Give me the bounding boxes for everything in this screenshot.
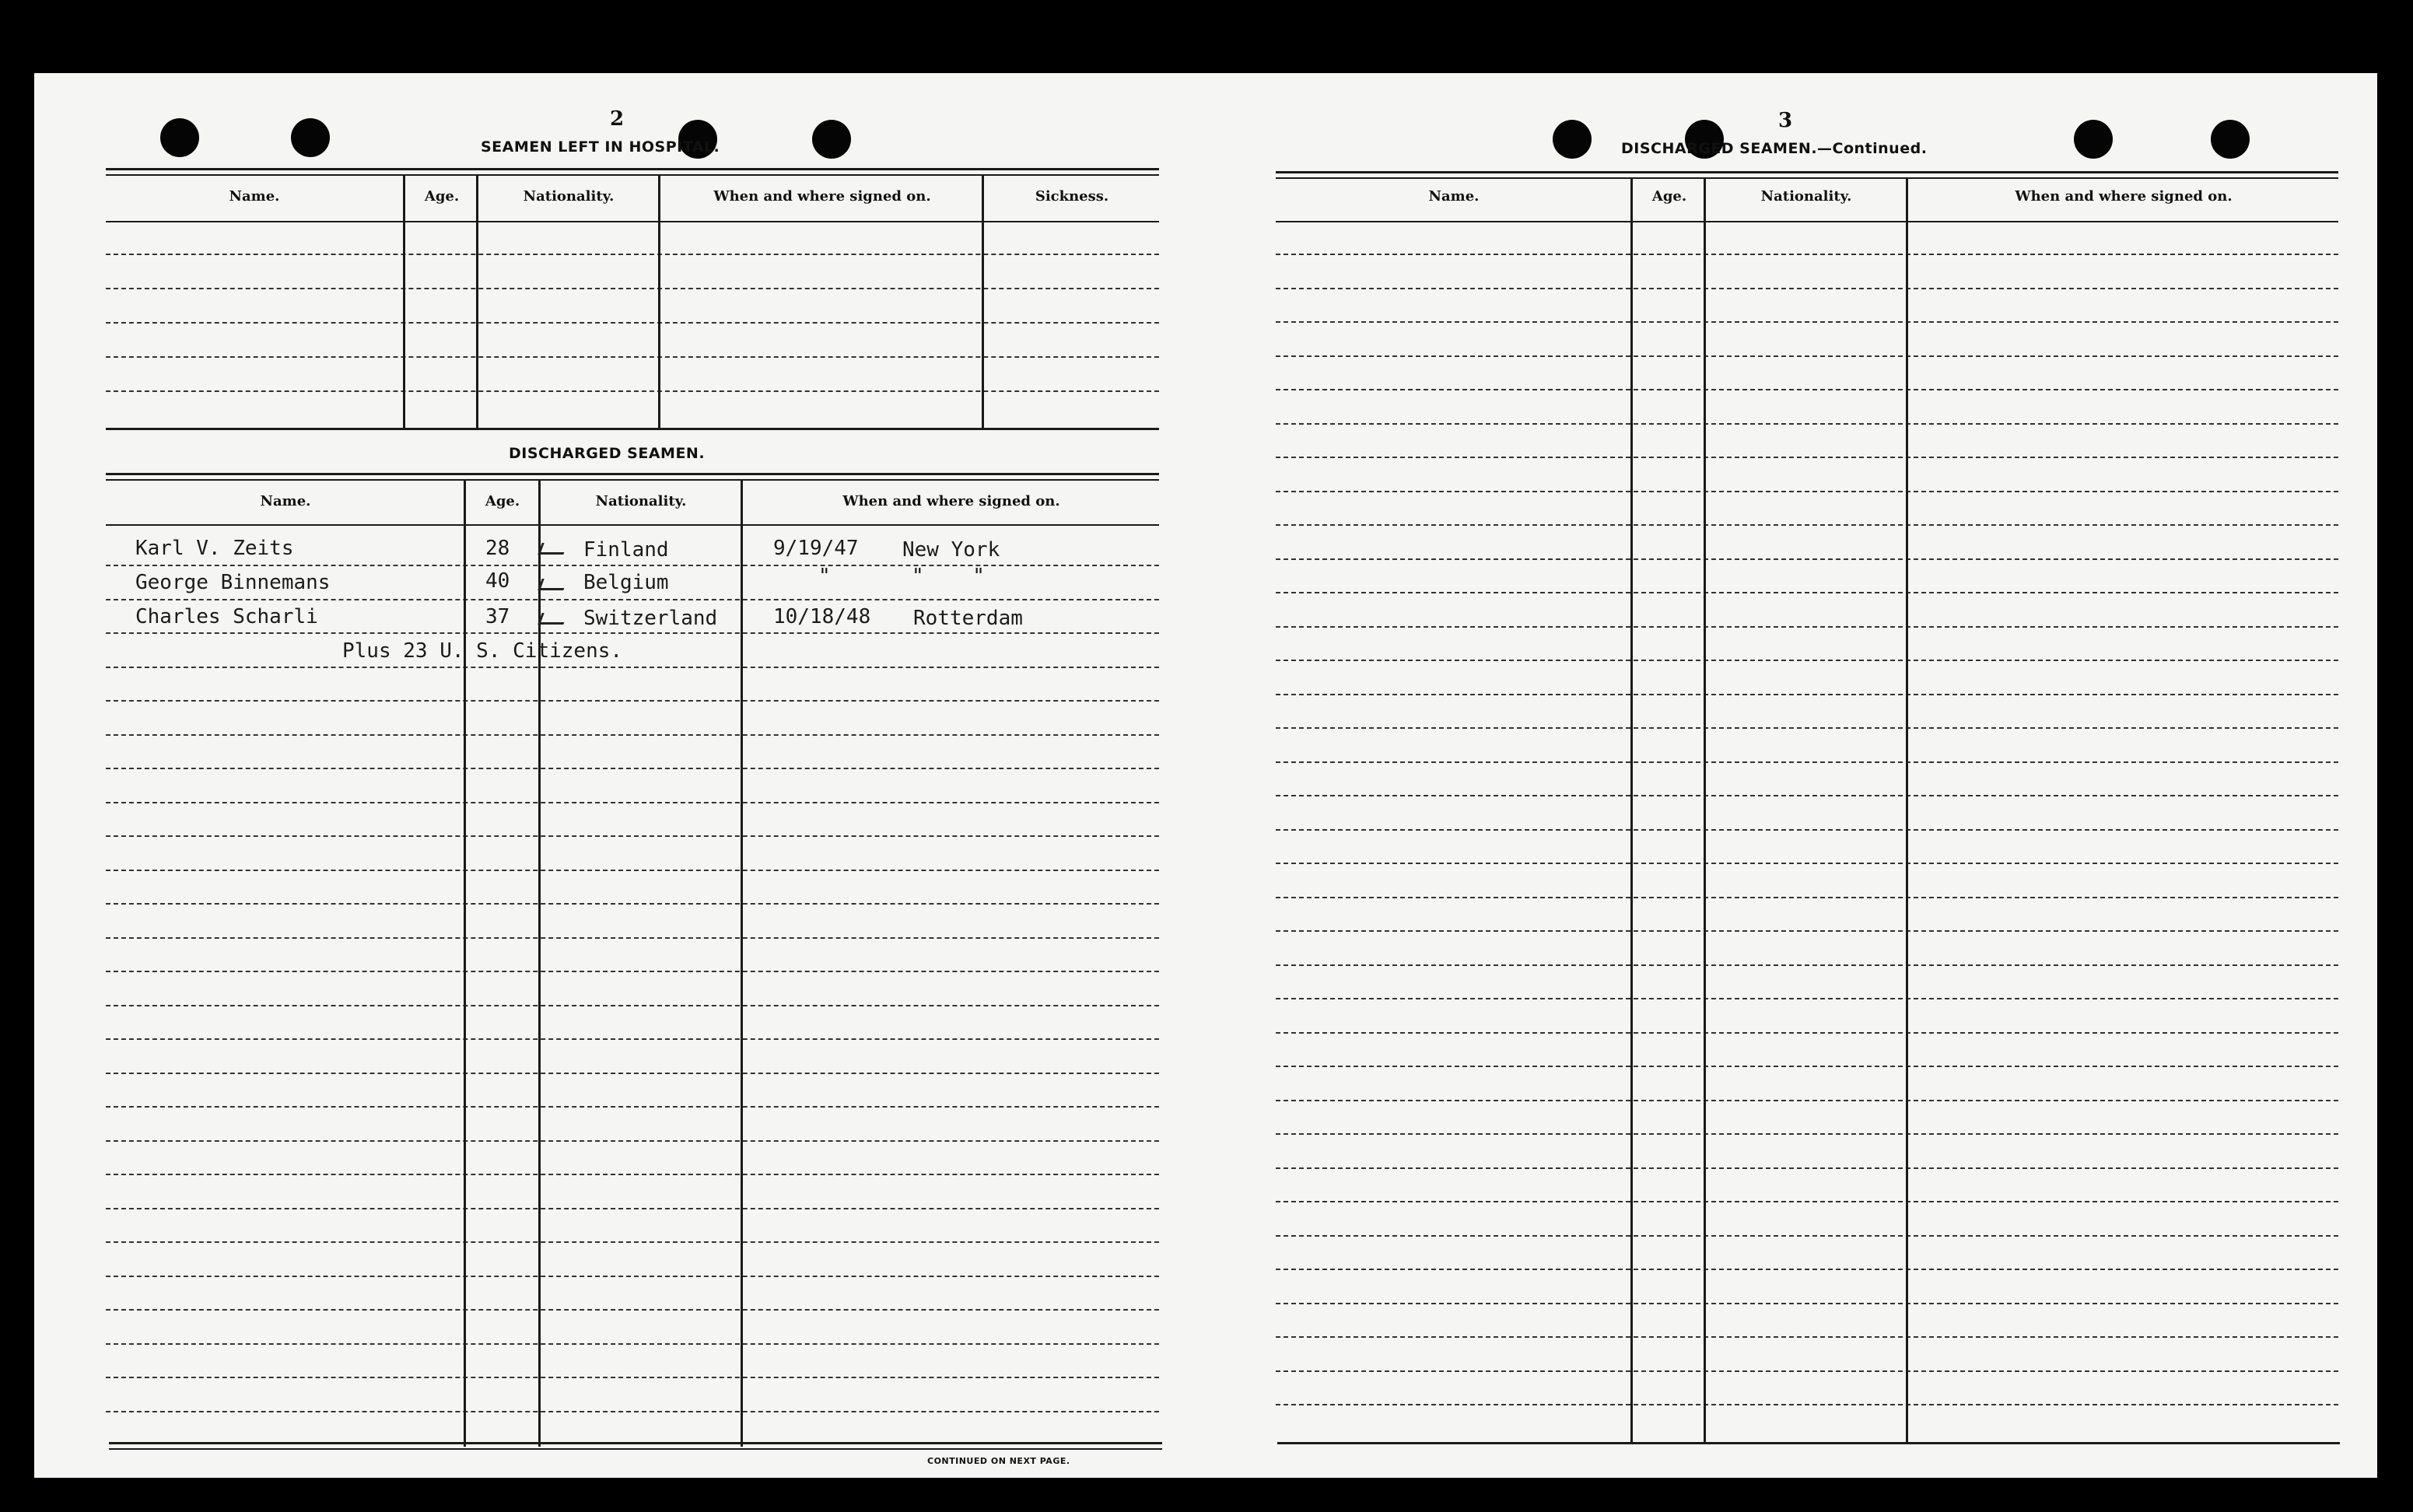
ruled-line	[1276, 491, 2338, 492]
rule	[1276, 177, 2338, 179]
ruled-line	[1276, 1167, 2338, 1169]
ruled-line	[106, 390, 1159, 392]
signed-on-place: New York	[902, 538, 1000, 562]
rule	[1276, 171, 2338, 173]
discharged-col-nationality: Nationality.	[595, 493, 687, 509]
signed-on-date: 9/19/47	[773, 537, 859, 560]
column-divider	[464, 481, 466, 1447]
ruled-line	[1276, 1370, 2338, 1372]
ruled-line	[106, 1343, 1159, 1345]
rule	[106, 479, 1159, 481]
right-col-name: Name.	[1428, 188, 1480, 205]
document-spread	[34, 73, 2377, 1478]
ruled-line	[106, 1276, 1159, 1277]
column-divider	[476, 176, 478, 429]
punch-hole	[1553, 120, 1592, 159]
right-page-number: 3	[1778, 109, 1793, 132]
column-divider	[741, 481, 743, 1447]
column-divider	[1704, 179, 1706, 1444]
ruled-line	[1276, 964, 2338, 966]
rule	[1277, 1442, 2340, 1444]
hospital-col-nationality: Nationality.	[523, 188, 615, 205]
seaman-name: Karl V. Zeits	[135, 537, 294, 560]
ruled-line	[1276, 626, 2338, 628]
ruled-line	[1276, 795, 2338, 796]
hospital-col-name: Name.	[229, 188, 280, 205]
punch-hole	[2074, 120, 2113, 159]
signed-on-place: Rotterdam	[913, 607, 1023, 630]
ruled-line	[106, 1309, 1159, 1311]
right-col-nationality: Nationality.	[1760, 188, 1852, 205]
ruled-line	[1276, 457, 2338, 458]
hospital-section-title: SEAMEN LEFT IN HOSPITAL.	[481, 138, 720, 156]
us-citizens-note: Plus 23 U. S. Citizens.	[342, 639, 623, 663]
ruled-line	[106, 1073, 1159, 1074]
seaman-age: 28	[485, 537, 510, 560]
signed-on-date: 10/18/48	[773, 605, 871, 628]
ruled-line	[1276, 1235, 2338, 1237]
ruled-line	[106, 1208, 1159, 1209]
ruled-line	[1276, 1336, 2338, 1338]
check-mark	[538, 613, 567, 625]
ruled-line	[1276, 254, 2338, 255]
ruled-line	[106, 632, 1159, 634]
ruled-line	[1276, 660, 2338, 661]
ruled-line	[1276, 694, 2338, 695]
rule	[106, 168, 1159, 170]
ruled-line	[106, 254, 1159, 255]
ruled-line	[1276, 321, 2338, 323]
seaman-name: George Binnemans	[135, 571, 331, 594]
check-mark	[538, 579, 567, 590]
ruled-line	[1276, 998, 2338, 999]
ruled-line	[106, 1038, 1159, 1040]
rule	[109, 1448, 1162, 1450]
ruled-line	[106, 1174, 1159, 1175]
rule	[106, 221, 1159, 222]
ruled-line	[1276, 389, 2338, 390]
ruled-line	[1276, 863, 2338, 864]
ruled-line	[1276, 1201, 2338, 1202]
ruled-line	[1276, 727, 2338, 729]
ruled-line	[106, 667, 1159, 668]
column-divider	[538, 481, 541, 1447]
ruled-line	[1276, 1404, 2338, 1405]
ruled-line	[1276, 829, 2338, 831]
ruled-line	[106, 1106, 1159, 1108]
column-divider	[658, 176, 660, 429]
ruled-line	[1276, 1032, 2338, 1034]
left-page-number: 2	[610, 107, 625, 131]
ruled-line	[106, 937, 1159, 939]
hospital-col-sickness: Sickness.	[1035, 188, 1109, 205]
column-divider	[1906, 179, 1908, 1444]
hospital-col-signed-on: When and where signed on.	[713, 188, 931, 205]
ruled-line	[1276, 423, 2338, 425]
ruled-line	[1276, 1133, 2338, 1135]
column-divider	[1630, 179, 1633, 1444]
seaman-age: 40	[485, 569, 510, 593]
discharged-section-title: DISCHARGED SEAMEN.	[509, 445, 706, 462]
ruled-line	[1276, 1269, 2338, 1270]
column-divider	[982, 176, 984, 429]
seaman-nationality: Belgium	[583, 571, 669, 594]
seaman-age: 37	[485, 605, 510, 628]
rule	[106, 428, 1159, 430]
signed-on-date: "	[818, 565, 831, 588]
seaman-name: Charles Scharli	[135, 605, 318, 628]
seaman-nationality: Finland	[583, 538, 669, 562]
right-col-signed-on: When and where signed on.	[2015, 188, 2233, 205]
punch-hole	[2211, 120, 2250, 159]
punch-hole	[812, 120, 851, 159]
ruled-line	[106, 870, 1159, 871]
ruled-line	[1276, 761, 2338, 763]
ruled-line	[1276, 355, 2338, 357]
ruled-line	[106, 768, 1159, 769]
ruled-line	[106, 288, 1159, 289]
ruled-line	[106, 599, 1159, 600]
ruled-line	[106, 1140, 1159, 1142]
punch-hole	[160, 118, 199, 157]
signed-on-place: " "	[912, 565, 985, 588]
ruled-line	[1276, 592, 2338, 593]
hospital-col-age: Age.	[424, 188, 460, 205]
rule	[1276, 221, 2338, 222]
discharged-col-name: Name.	[260, 493, 311, 509]
ruled-line	[106, 734, 1159, 736]
ruled-line	[1276, 524, 2338, 526]
rule	[106, 524, 1159, 526]
ruled-line	[1276, 1303, 2338, 1304]
ruled-line	[1276, 897, 2338, 898]
ruled-line	[1276, 1100, 2338, 1101]
ruled-line	[1276, 288, 2338, 289]
ruled-line	[106, 1241, 1159, 1243]
rule	[106, 473, 1159, 475]
ruled-line	[106, 971, 1159, 972]
rule	[106, 174, 1159, 176]
ruled-line	[106, 322, 1159, 324]
check-mark	[538, 543, 567, 555]
continued-footer: CONTINUED ON NEXT PAGE.	[927, 1456, 1070, 1466]
rule	[109, 1442, 1162, 1444]
discharged-col-signed-on: When and where signed on.	[842, 493, 1060, 509]
ruled-line	[106, 565, 1159, 566]
ruled-line	[106, 1411, 1159, 1412]
punch-hole	[291, 118, 330, 157]
ruled-line	[106, 1377, 1159, 1378]
ruled-line	[106, 1005, 1159, 1006]
discharged-col-age: Age.	[485, 493, 520, 509]
ruled-line	[106, 356, 1159, 358]
ruled-line	[106, 700, 1159, 702]
right-page-title: DISCHARGED SEAMEN.—Continued.	[1621, 140, 1928, 157]
ruled-line	[106, 903, 1159, 905]
seaman-nationality: Switzerland	[583, 607, 718, 630]
right-col-age: Age.	[1651, 188, 1687, 205]
column-divider	[403, 176, 405, 429]
ruled-line	[1276, 558, 2338, 560]
ruled-line	[106, 835, 1159, 837]
ruled-line	[106, 802, 1159, 803]
ruled-line	[1276, 930, 2338, 932]
ruled-line	[1276, 1066, 2338, 1067]
